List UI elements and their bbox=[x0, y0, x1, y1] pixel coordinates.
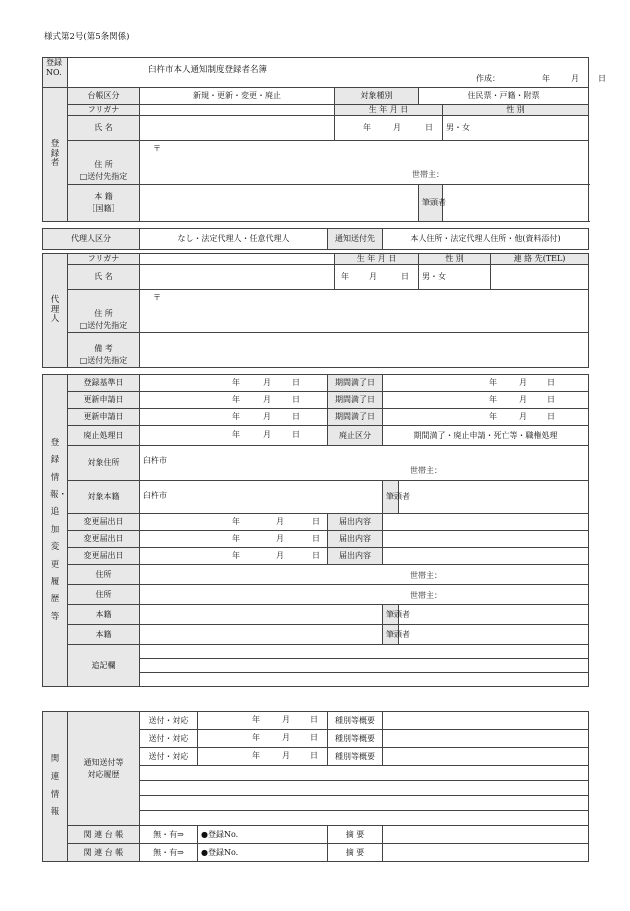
notice-content-field-2[interactable] bbox=[383, 531, 589, 548]
related-ledger-has-2[interactable]: 無・有⇒ bbox=[140, 844, 198, 862]
send-date-field-3[interactable]: 年 月 日 bbox=[198, 748, 328, 766]
send-label-1: 送付・対応 bbox=[140, 712, 198, 730]
agent-contact-label: 連 絡 先(TEL) bbox=[491, 254, 589, 265]
change-date-label-2: 変更届出日 bbox=[68, 531, 140, 548]
change-date-field-2[interactable]: 年 月 日 bbox=[140, 531, 328, 548]
gender-label: 性 別 bbox=[443, 105, 589, 116]
history-line-2[interactable] bbox=[140, 781, 589, 796]
send-date-field-1[interactable]: 年 月 日 bbox=[198, 712, 328, 730]
info-side-label: 登録情報・追加変更履歴等 bbox=[43, 375, 68, 687]
target-address-value: 臼杵市 bbox=[143, 456, 167, 465]
address-history-field-1[interactable] bbox=[140, 565, 589, 585]
furigana-field[interactable] bbox=[140, 105, 335, 116]
appendix-line-2[interactable] bbox=[140, 659, 589, 673]
domicile-head-label-2: 筆頭者 bbox=[383, 625, 399, 645]
target-type-label: 対象種別 bbox=[335, 88, 419, 105]
target-domicile-label: 対象本籍 bbox=[68, 481, 140, 514]
postal-mark: 〒 bbox=[153, 144, 161, 153]
abolish-date-field[interactable]: 年 月 日 bbox=[140, 426, 328, 446]
registrant-table bbox=[42, 57, 606, 222]
address-history-field-2[interactable] bbox=[140, 585, 589, 605]
agent-postal-mark: 〒 bbox=[153, 293, 161, 302]
agent-name-field[interactable] bbox=[140, 265, 335, 290]
abolish-category-label: 廃止区分 bbox=[328, 426, 383, 446]
notice-content-label-1: 届出内容 bbox=[328, 514, 383, 531]
related-summary-field-1[interactable] bbox=[383, 826, 589, 844]
head-of-family-label: 筆頭者 bbox=[419, 185, 443, 222]
agent-side-label: 代理人 bbox=[43, 254, 68, 368]
furigana-label: フリガナ bbox=[68, 105, 140, 116]
agent-category-label: 代理人区分 bbox=[43, 229, 140, 250]
history-line-4[interactable] bbox=[140, 811, 589, 826]
send-date-field-2[interactable]: 年 月 日 bbox=[198, 730, 328, 748]
history-householder-2: 世帯主： bbox=[410, 591, 442, 600]
domicile-history-label-2: 本籍 bbox=[68, 625, 140, 645]
domicile-history-field-2[interactable] bbox=[140, 625, 383, 645]
registration-info-table bbox=[42, 374, 589, 687]
gender-field[interactable]: 男・女 bbox=[443, 116, 589, 141]
domicile-head-label-1: 筆頭者 bbox=[383, 605, 399, 625]
target-type-value: 住民票・戸籍・附票 bbox=[419, 88, 589, 105]
agent-gender-field[interactable]: 男・女 bbox=[419, 265, 491, 290]
agent-name-label: 氏 名 bbox=[68, 265, 140, 290]
expire-field-1[interactable]: 年 月 日 bbox=[383, 375, 589, 392]
target-domicile-field[interactable] bbox=[140, 481, 383, 514]
related-ledger-regno-2[interactable]: ●登録No. bbox=[198, 844, 328, 862]
expire-field-2[interactable]: 年 月 日 bbox=[383, 392, 589, 409]
form-number: 様式第2号(第5条関係) bbox=[44, 32, 130, 42]
notice-content-label-3: 届出内容 bbox=[328, 548, 383, 565]
domicile-label: 本 籍 ［国籍］ bbox=[68, 185, 140, 222]
agent-birth-label: 生 年 月 日 bbox=[335, 254, 419, 265]
domicile-head-field-1[interactable] bbox=[399, 605, 589, 625]
domicile-history-label-1: 本籍 bbox=[68, 605, 140, 625]
householder-label: 世帯主： bbox=[412, 170, 444, 179]
expire-field-3[interactable]: 年 月 日 bbox=[383, 409, 589, 426]
agent-address-field[interactable] bbox=[140, 290, 589, 333]
related-info-table bbox=[42, 711, 589, 862]
agent-gender-label: 性 別 bbox=[419, 254, 491, 265]
reg-date-field[interactable]: 年 月 日 bbox=[140, 375, 328, 392]
related-ledger-regno-1[interactable]: ●登録No. bbox=[198, 826, 328, 844]
history-line-3[interactable] bbox=[140, 796, 589, 811]
agent-birth-field[interactable]: 年 月 日 bbox=[335, 265, 419, 290]
agent-send-to-checkbox-2[interactable]: □送付先指定 bbox=[79, 356, 128, 365]
renew-label-1: 更新申請日 bbox=[68, 392, 140, 409]
agent-category-value: なし・法定代理人・任意代理人 bbox=[140, 229, 328, 250]
agent-category-table bbox=[42, 228, 589, 250]
notice-content-field-1[interactable] bbox=[383, 514, 589, 531]
type-summary-label-3: 種別等概要 bbox=[328, 748, 383, 766]
abolish-date-label: 廃止処理日 bbox=[68, 426, 140, 446]
created-label: 作成： bbox=[476, 74, 500, 83]
target-head-label: 筆頭者 bbox=[383, 481, 399, 514]
birth-field[interactable]: 年 月 日 bbox=[335, 116, 443, 141]
notice-content-label-2: 届出内容 bbox=[328, 531, 383, 548]
notice-destination-label: 通知送付先 bbox=[328, 229, 383, 250]
birth-label: 生 年 月 日 bbox=[335, 105, 443, 116]
expire-label-1: 期間満了日 bbox=[328, 375, 383, 392]
created-day: 日 bbox=[598, 74, 606, 83]
address-history-label-1: 住所 bbox=[68, 565, 140, 585]
appendix-line-3[interactable] bbox=[140, 673, 589, 687]
expire-label-3: 期間満了日 bbox=[328, 409, 383, 426]
related-summary-label-2: 摘 要 bbox=[328, 844, 383, 862]
abolish-category-value: 期間満了・廃止申請・死亡等・職権処理 bbox=[383, 426, 589, 446]
send-label-3: 送付・対応 bbox=[140, 748, 198, 766]
agent-table bbox=[42, 253, 589, 368]
agent-furigana-label: フリガナ bbox=[68, 254, 140, 265]
address-field[interactable] bbox=[140, 141, 589, 185]
domicile-field[interactable] bbox=[140, 185, 419, 222]
page-title: 臼杵市本人通知制度登録者名簿 bbox=[148, 65, 268, 75]
agent-address-label: 住 所 □送付先指定 bbox=[68, 290, 140, 333]
renew-field-1[interactable]: 年 月 日 bbox=[140, 392, 328, 409]
agent-contact-field[interactable] bbox=[491, 265, 589, 290]
agent-furigana-field[interactable] bbox=[140, 254, 335, 265]
agent-remarks-label: 備 考 □送付先指定 bbox=[68, 333, 140, 368]
type-summary-field-1[interactable] bbox=[383, 712, 589, 730]
notice-content-field-3[interactable] bbox=[383, 548, 589, 565]
type-summary-label-1: 種別等概要 bbox=[328, 712, 383, 730]
name-label: 氏 名 bbox=[68, 116, 140, 141]
related-ledger-label-1: 関 連 台 帳 bbox=[68, 826, 140, 844]
agent-remarks-field[interactable] bbox=[140, 333, 589, 368]
type-summary-label-2: 種別等概要 bbox=[328, 730, 383, 748]
domicile-history-field-1[interactable] bbox=[140, 605, 383, 625]
change-date-label-3: 変更届出日 bbox=[68, 548, 140, 565]
target-domicile-value: 臼杵市 bbox=[143, 491, 167, 500]
ledger-label: 台帳区分 bbox=[68, 88, 140, 105]
send-to-checkbox[interactable]: □送付先指定 bbox=[79, 172, 128, 181]
registrant-side-label: 登録者 bbox=[43, 88, 68, 222]
ledger-value: 新規・更新・変更・廃止 bbox=[140, 88, 335, 105]
agent-send-to-checkbox[interactable]: □送付先指定 bbox=[79, 321, 128, 330]
title-cell bbox=[68, 58, 606, 88]
appendix-label: 追記欄 bbox=[68, 645, 140, 687]
change-date-field-1[interactable]: 年 月 日 bbox=[140, 514, 328, 531]
renew-label-2: 更新申請日 bbox=[68, 409, 140, 426]
history-label: 通知送付等 対応履歴 bbox=[68, 712, 140, 826]
send-label-2: 送付・対応 bbox=[140, 730, 198, 748]
appendix-line-1[interactable] bbox=[140, 645, 589, 659]
created-year: 年 bbox=[542, 74, 550, 83]
created-month: 月 bbox=[571, 74, 579, 83]
notice-destination-value: 本人住所・法定代理人住所・他(資料添付) bbox=[383, 229, 589, 250]
target-head-field[interactable] bbox=[399, 481, 589, 514]
address-history-label-2: 住所 bbox=[68, 585, 140, 605]
target-address-field[interactable] bbox=[140, 446, 589, 481]
type-summary-field-3[interactable] bbox=[383, 748, 589, 766]
expire-label-2: 期間満了日 bbox=[328, 392, 383, 409]
reg-date-label: 登録基準日 bbox=[68, 375, 140, 392]
change-date-field-3[interactable]: 年 月 日 bbox=[140, 548, 328, 565]
renew-field-2[interactable]: 年 月 日 bbox=[140, 409, 328, 426]
reg-no-label: 登録 NO. bbox=[43, 58, 68, 88]
related-summary-label-1: 摘 要 bbox=[328, 826, 383, 844]
history-householder-1: 世帯主： bbox=[410, 571, 442, 580]
head-of-family-field[interactable] bbox=[443, 185, 589, 222]
change-date-label-1: 変更届出日 bbox=[68, 514, 140, 531]
target-householder-label: 世帯主： bbox=[410, 466, 442, 475]
type-summary-field-2[interactable] bbox=[383, 730, 589, 748]
related-side-label: 関連情報 bbox=[43, 712, 68, 862]
related-summary-field-2[interactable] bbox=[383, 844, 589, 862]
target-address-label: 対象住所 bbox=[68, 446, 140, 481]
name-field[interactable] bbox=[140, 116, 335, 141]
address-label: 住 所 □送付先指定 bbox=[68, 141, 140, 185]
related-ledger-has-1[interactable]: 無・有⇒ bbox=[140, 826, 198, 844]
domicile-head-field-2[interactable] bbox=[399, 625, 589, 645]
history-line-1[interactable] bbox=[140, 766, 589, 781]
related-ledger-label-2: 関 連 台 帳 bbox=[68, 844, 140, 862]
